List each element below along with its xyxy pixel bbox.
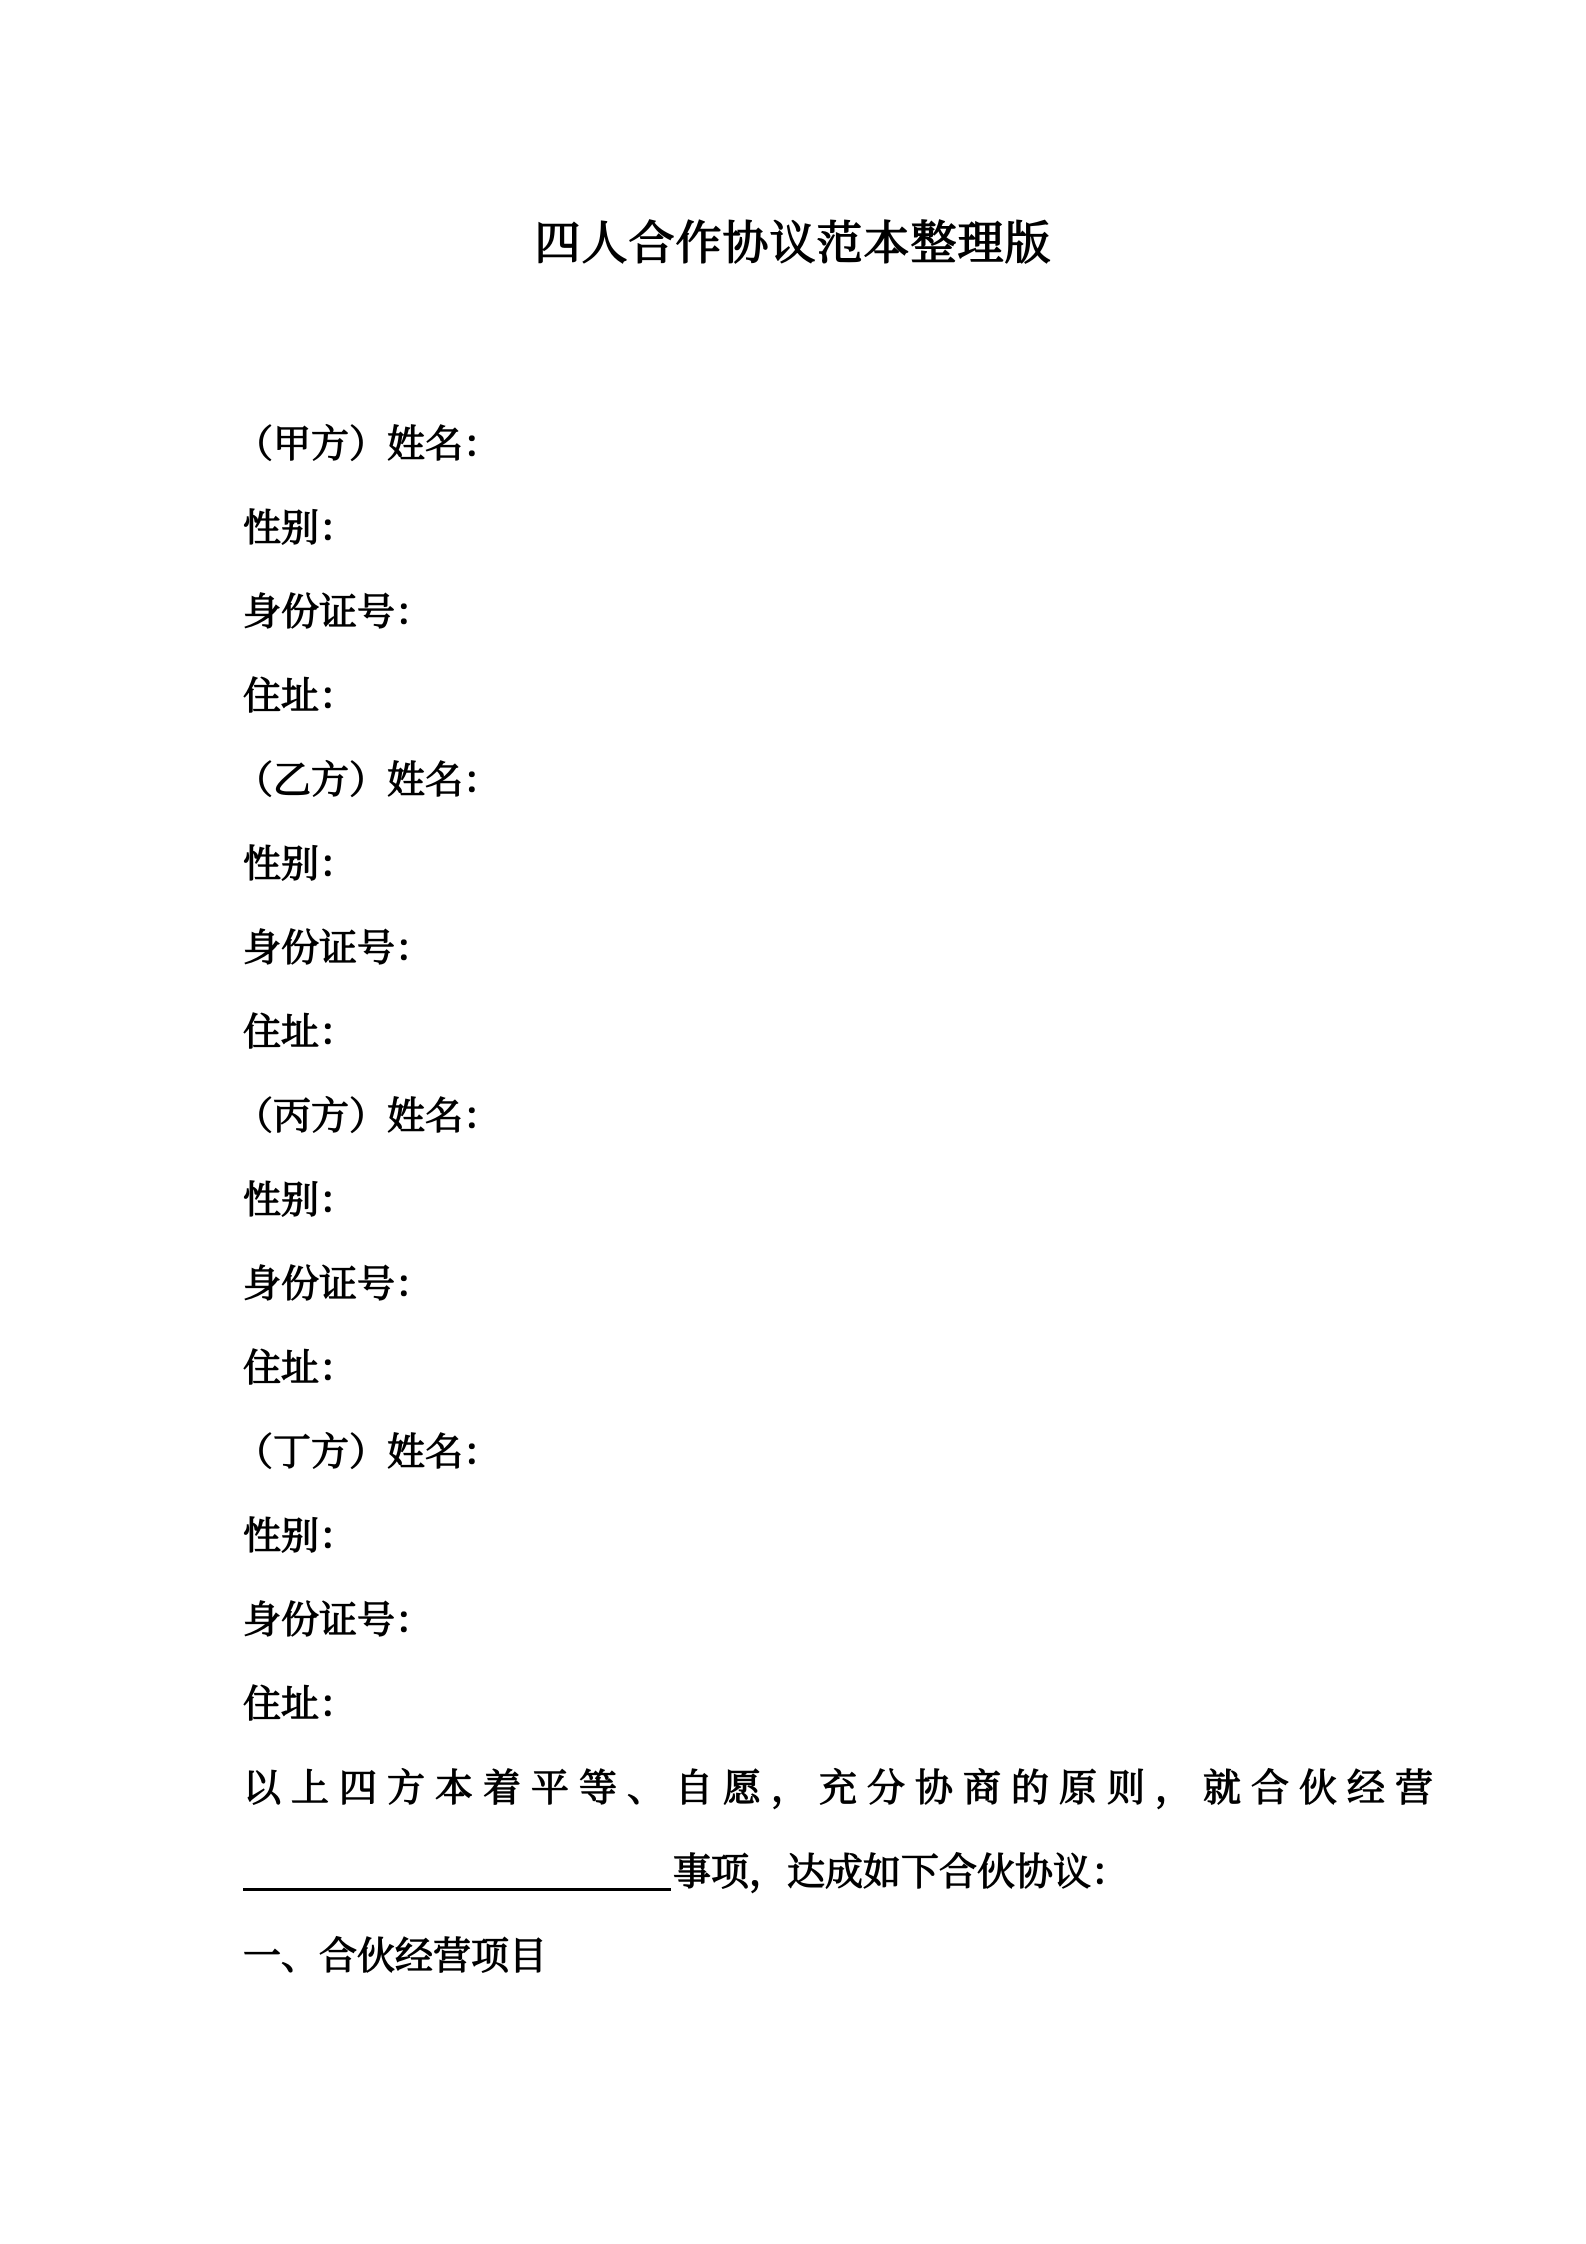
party-b-gender-label: 性别： (243, 842, 358, 886)
party-b-address-label: 住址： (243, 1010, 358, 1054)
project-blank-field[interactable] (243, 1842, 671, 1891)
party-c-name-label: （丙方）姓名： (235, 1094, 502, 1138)
party-d-gender-label: 性别： (243, 1514, 358, 1558)
party-a-gender-label: 性别： (243, 506, 358, 550)
document-title: 四人合作协议范本整理版 (534, 216, 1052, 270)
party-c-id-label: 身份证号： (243, 1262, 434, 1306)
party-c-address-label: 住址： (243, 1346, 358, 1390)
party-b-name-label: （乙方）姓名： (235, 758, 502, 802)
party-d-id-label: 身份证号： (243, 1598, 434, 1642)
party-d-address-label: 住址： (243, 1682, 358, 1726)
section-1-heading: 一、合伙经营项目 (243, 1934, 548, 1978)
intro-line-2 (243, 1830, 1363, 1914)
intro-line-2-text: 事项，达成如下合伙协议： (673, 1850, 1130, 1894)
party-a-name-label: （甲方）姓名： (235, 422, 502, 466)
party-a-id-label: 身份证号： (243, 590, 434, 634)
party-a-address-label: 住址： (243, 674, 358, 718)
party-d-name-label: （丁方）姓名： (235, 1430, 502, 1474)
document-body (235, 402, 1444, 1998)
intro-line-1: 以上四方本着平等、自愿，充分协商的原则，就合伙经营 (243, 1766, 1444, 1810)
party-c-gender-label: 性别： (243, 1178, 358, 1222)
party-b-id-label: 身份证号： (243, 926, 434, 970)
